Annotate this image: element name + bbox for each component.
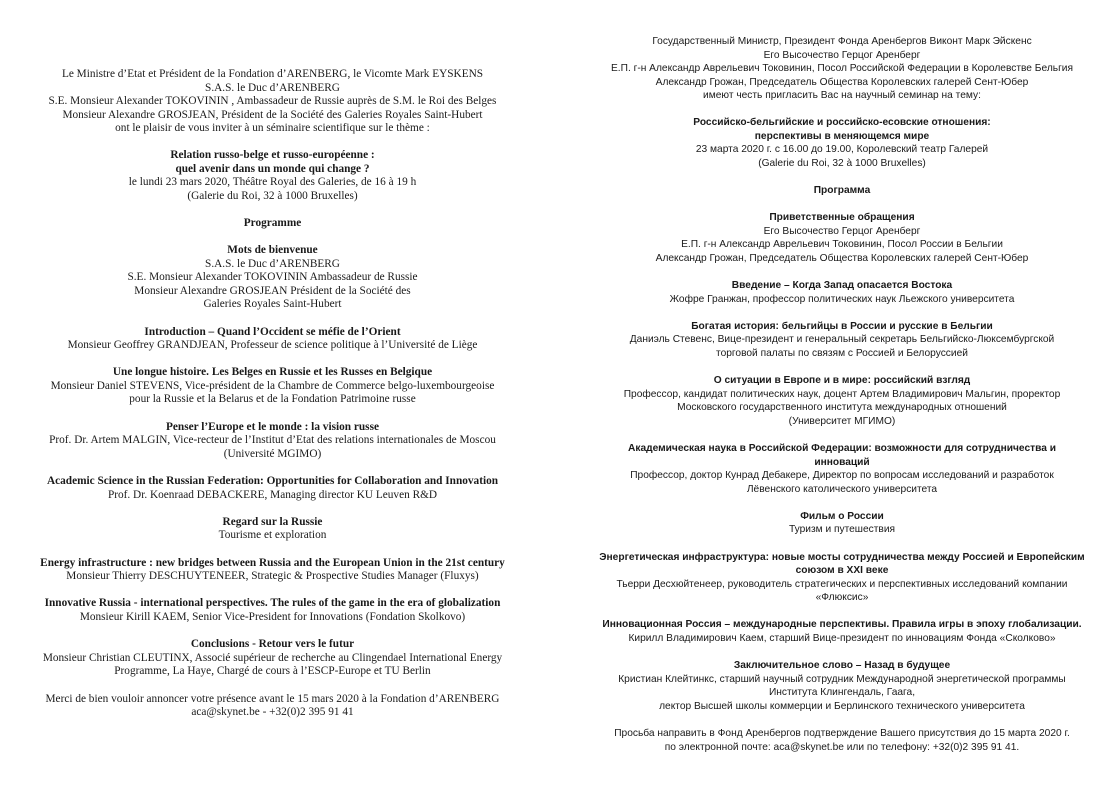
text-line: Е.П. г-н Александр Аврельевич Токовинин, Посол Российской Федерации в Королевстве Бельгия	[611, 63, 1073, 74]
programme-heading-section	[572, 184, 1112, 198]
history-section	[0, 366, 545, 407]
text-line: 23 марта 2020 г. с 16.00 до 19.00, Королевский театр Галерей	[695, 144, 989, 156]
section-heading: Заключительное слово – Назад в будущее	[733, 660, 951, 672]
hosts-section	[0, 68, 545, 136]
text-line: Александр Грожан, Председатель Общества Королевских галерей Сент-Юбер	[655, 76, 1029, 88]
text-line: (Galerie du Roi, 32 à 1000 Bruxelles)	[758, 157, 926, 169]
rsvp-section	[0, 693, 545, 720]
text-line: Monsieur Christian CLEUTINX, Associé supérieur de recherche au Clingendael International Energy	[42, 651, 503, 664]
text-line: ont le plaisir de vous inviter à un séminaire scientifique sur le thème :	[115, 122, 430, 134]
history-section	[572, 320, 1112, 361]
welcome-section	[0, 244, 545, 312]
rsvp-section	[572, 727, 1112, 754]
text-line: Института Клингендаль, Гаага,	[768, 687, 916, 699]
theme-section	[0, 149, 545, 203]
theme-section	[572, 116, 1112, 170]
regard-section	[0, 516, 545, 543]
text-line: S.A.S. le Duc d’ARENBERG	[205, 81, 340, 94]
text-line: Monsieur Alexandre GROSJEAN Président de la Société des	[134, 284, 411, 297]
text-line: Galeries Royales Saint-Hubert	[203, 298, 342, 311]
section-heading: Фильм о России	[800, 510, 884, 522]
section-heading: Mots de bienvenue	[227, 244, 318, 257]
text-line: лектор Высшей школы коммерции и Берлинского технического университета	[659, 700, 1025, 712]
section-heading: союзом в XXI веке	[795, 565, 889, 577]
introduction-section	[0, 326, 545, 353]
section-heading: Regard sur la Russie	[222, 515, 323, 528]
section-heading: Российско-бельгийские и российско-есовские отношения:	[693, 117, 991, 129]
french-invitation	[0, 68, 545, 733]
academic-section	[572, 442, 1112, 496]
text-line: (Université MGIMO)	[223, 447, 322, 460]
introduction-section	[572, 279, 1112, 306]
text-line: aca@skynet.be - +32(0)2 395 91 41	[191, 706, 354, 719]
conclusions-section	[572, 659, 1112, 713]
text-line: Merci de bien vouloir annoncer votre présence avant le 15 mars 2020 à la Fondation d’ARENBERG	[45, 692, 500, 705]
section-heading: quel avenir dans un monde qui change ?	[175, 162, 370, 175]
section-heading: Энергетическая инфраструктура: новые мосты сотрудничества между Россией и Европейским	[599, 551, 1085, 563]
text-line: Профессор, кандидат политических наук, доцент Артем Владимирович Мальгин, проректор	[623, 388, 1061, 400]
text-line: Даниэль Стевенс, Вице-президент и генеральный секретарь Бельгийско-Люксембургской	[629, 334, 1055, 346]
text-line: S.A.S. le Duc d’ARENBERG	[205, 257, 340, 270]
vision-section	[572, 374, 1112, 428]
programme-heading-section	[0, 217, 545, 231]
section-heading: Инновационная Россия – международные перспективы. Правила игры в эпоху глобализации.	[602, 619, 1082, 631]
section-heading: Innovative Russia - international perspectives. The rules of the game in the era of globalization	[44, 597, 501, 610]
text-line: (Galerie du Roi, 32 à 1000 Bruxelles)	[187, 189, 358, 202]
section-heading: Energy infrastructure : new bridges between Russia and the European Union in the 21st century	[40, 556, 505, 569]
section-heading: перспективы в меняющемся мире	[754, 130, 930, 142]
text-line: Monsieur Geoffrey GRANDJEAN, Professeur de science politique à l’Université de Liège	[67, 339, 478, 352]
text-line: Кристиан Клейтинкс, старший научный сотрудник Международной энергетической программы	[618, 673, 1066, 685]
text-line: Monsieur Daniel STEVENS, Vice-président de la Chambre de Commerce belgo-luxembourgeoise	[50, 379, 495, 392]
hosts-section	[572, 35, 1112, 103]
section-heading: Приветственные обращения	[769, 212, 915, 224]
section-heading: О ситуации в Европе и в мире: российский взгляд	[713, 375, 971, 387]
vision-section	[0, 421, 545, 462]
section-heading: Introduction – Quand l’Occident se méfie de l’Orient	[144, 325, 401, 338]
section-heading: Conclusions - Retour vers le futur	[190, 638, 355, 651]
section-heading: Введение – Когда Запад опасается Востока	[731, 280, 953, 292]
section-heading: Penser l’Europe et le monde : la vision russe	[166, 420, 379, 433]
text-line: (Университет МГИМО)	[788, 415, 896, 427]
section-heading: Relation russo-belge et russo-européenne :	[170, 149, 375, 162]
text-line: Prof. Dr. Artem MALGIN, Vice-recteur de l’Institut d’Etat des relations internationales de Moscou	[49, 434, 496, 447]
text-line: Его Высочество Герцог Аренберг	[763, 49, 921, 61]
text-line: «Флюксис»	[815, 592, 869, 604]
text-line: имеют честь пригласить Вас на научный семинар на тему:	[703, 90, 981, 101]
innovative-section	[572, 618, 1112, 645]
text-line: Е.П. г-н Александр Аврельевич Токовинин, Посол России в Бельгии	[681, 239, 1003, 251]
section-heading: Academic Science in the Russian Federation: Opportunities for Collaboration and Innovation	[46, 475, 499, 488]
text-line: Московского государственного института международных отношений	[677, 402, 1007, 414]
section-heading: Программа	[813, 185, 871, 197]
text-line: Жофре Гранжан, профессор политических наук Льежского университета	[669, 293, 1015, 305]
text-line: по электронной почте: aca@skynet.be или по телефону: +32(0)2 395 91 41.	[664, 741, 1020, 753]
text-line: торговой палаты по связям с Россией и Белоруссией	[716, 347, 968, 359]
text-line: Лёвенского католического университета	[746, 483, 938, 495]
text-line: Его Высочество Герцог Аренберг	[763, 225, 921, 237]
text-line: Туризм и путешествия	[788, 524, 896, 536]
text-line: Александр Грожан, Председатель Общества Королевских галерей Сент-Юбер	[655, 252, 1029, 264]
section-heading: Академическая наука в Российской Федерации: возможности для сотрудничества и	[627, 443, 1056, 455]
text-line: S.E. Monsieur Alexander TOKOVININ Ambassadeur de Russie	[127, 271, 418, 284]
text-line: le lundi 23 mars 2020, Théâtre Royal des Galeries, de 16 à 19 h	[128, 176, 417, 189]
section-heading: Une longue histoire. Les Belges en Russie et les Russes en Belgique	[112, 366, 433, 379]
text-line: S.E. Monsieur Alexander TOKOVININ , Ambassadeur de Russie auprès de S.M. le Roi des Belges	[48, 95, 497, 107]
conclusions-section	[0, 638, 545, 679]
energy-section	[572, 551, 1112, 605]
text-line: Профессор, доктор Кунрад Дебакере, Директор по вопросам исследований и разработок	[630, 470, 1054, 482]
text-line: Le Ministre d’Etat et Président de la Fondation d’ARENBERG, le Vicomte Mark EYSKENS	[61, 68, 484, 80]
innovative-section	[0, 597, 545, 624]
russian-invitation	[572, 35, 1112, 768]
text-line: Monsieur Kirill KAEM, Senior Vice-President for Innovations (Fondation Skolkovo)	[79, 610, 466, 623]
section-heading: Programme	[243, 217, 302, 230]
welcome-section	[572, 211, 1112, 265]
energy-section	[0, 557, 545, 584]
text-line: Monsieur Alexandre GROSJEAN, Président de la Société des Galeries Royales Saint-Hubert	[62, 108, 483, 121]
text-line: Государственный Министр, Президент Фонда Аренбергов Виконт Марк Эйскенс	[652, 36, 1032, 47]
text-line: Programme, La Haye, Chargé de cours à l’ESCP-Europe et TU Berlin	[114, 665, 431, 678]
section-heading: инноваций	[814, 456, 870, 468]
text-line: pour la Russie et la Belarus et de la Fondation Patrimoine russe	[129, 393, 416, 406]
text-line: Tourisme et exploration	[218, 529, 327, 542]
section-heading: Богатая история: бельгийцы в России и русские в Бельгии	[691, 320, 993, 332]
academic-section	[0, 475, 545, 502]
film-section	[572, 510, 1112, 537]
text-line: Просьба направить в Фонд Аренбергов подтверждение Вашего присутствия до 15 марта 2020 г.	[614, 728, 1070, 740]
text-line: Prof. Dr. Koenraad DEBACKERE, Managing director KU Leuven R&D	[107, 488, 438, 501]
text-line: Monsieur Thierry DESCHUYTENEER, Strategic & Prospective Studies Manager (Fluxys)	[66, 570, 479, 583]
text-line: Тьерри Десхюйтенеер, руководитель стратегических и перспективных исследований компании	[616, 578, 1068, 590]
text-line: Кирилл Владимирович Каем, старший Вице-президент по инновациям Фонда «Сколково»	[628, 632, 1056, 644]
